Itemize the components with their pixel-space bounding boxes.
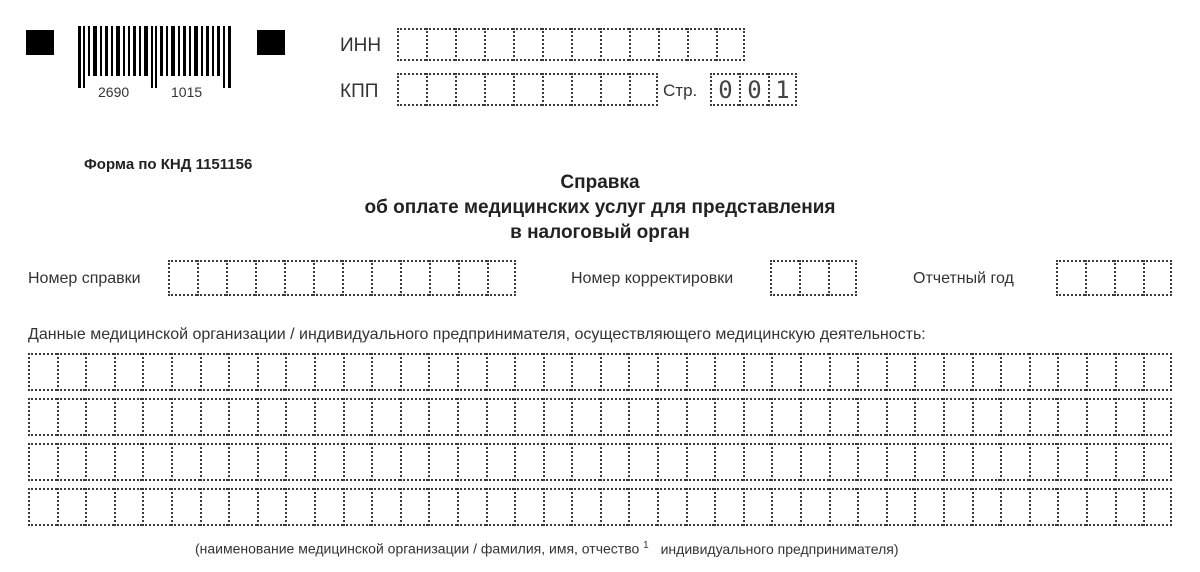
input-cell[interactable] bbox=[85, 488, 114, 526]
input-cell[interactable] bbox=[457, 488, 486, 526]
input-cell[interactable] bbox=[486, 353, 515, 391]
input-cell[interactable] bbox=[1056, 260, 1085, 296]
report-year-field[interactable] bbox=[1056, 260, 1172, 296]
input-cell[interactable] bbox=[629, 73, 658, 106]
org-name-row-1[interactable] bbox=[28, 353, 1172, 391]
input-cell[interactable] bbox=[228, 488, 257, 526]
caption-main: (наименование медицинской организации / фамилия, имя, отчество bbox=[195, 540, 640, 557]
input-cell[interactable] bbox=[400, 353, 429, 391]
input-cell[interactable] bbox=[543, 398, 572, 436]
input-cell[interactable] bbox=[487, 260, 516, 296]
input-cell[interactable] bbox=[85, 353, 114, 391]
input-cell[interactable] bbox=[342, 260, 371, 296]
input-cell[interactable] bbox=[458, 260, 487, 296]
input-cell[interactable] bbox=[484, 73, 513, 106]
input-cell[interactable] bbox=[428, 353, 457, 391]
alignment-marker-right bbox=[257, 30, 285, 55]
input-cell[interactable] bbox=[226, 260, 255, 296]
input-cell[interactable] bbox=[200, 488, 229, 526]
input-cell[interactable] bbox=[142, 398, 171, 436]
input-cell[interactable] bbox=[486, 488, 515, 526]
input-cell[interactable] bbox=[687, 28, 716, 61]
input-cell[interactable] bbox=[1057, 398, 1086, 436]
correction-number-label: Номер корректировки bbox=[571, 270, 734, 287]
report-year-label: Отчетный год bbox=[913, 270, 1014, 287]
input-cell[interactable] bbox=[1115, 488, 1144, 526]
input-cell[interactable] bbox=[197, 260, 226, 296]
input-cell[interactable] bbox=[400, 260, 429, 296]
input-cell[interactable] bbox=[28, 353, 57, 391]
input-cell[interactable] bbox=[486, 443, 515, 481]
input-cell[interactable] bbox=[114, 488, 143, 526]
input-cell[interactable] bbox=[600, 73, 629, 106]
input-cell[interactable] bbox=[657, 353, 686, 391]
org-name-row-2[interactable] bbox=[28, 398, 1172, 436]
input-cell[interactable] bbox=[1029, 353, 1058, 391]
input-cell[interactable] bbox=[171, 488, 200, 526]
input-cell[interactable] bbox=[914, 398, 943, 436]
input-cell[interactable] bbox=[972, 488, 1001, 526]
input-cell[interactable] bbox=[114, 443, 143, 481]
input-cell[interactable] bbox=[1057, 488, 1086, 526]
input-cell[interactable] bbox=[1086, 488, 1115, 526]
input-cell[interactable] bbox=[857, 488, 886, 526]
input-cell[interactable] bbox=[1143, 398, 1172, 436]
input-cell[interactable] bbox=[828, 260, 857, 296]
input-cell[interactable] bbox=[800, 398, 829, 436]
input-cell[interactable] bbox=[628, 488, 657, 526]
input-cell[interactable] bbox=[628, 443, 657, 481]
input-cell[interactable] bbox=[886, 398, 915, 436]
input-cell[interactable] bbox=[743, 488, 772, 526]
input-cell[interactable] bbox=[85, 443, 114, 481]
input-cell[interactable] bbox=[455, 73, 484, 106]
input-cell[interactable] bbox=[313, 260, 342, 296]
input-cell[interactable] bbox=[57, 443, 86, 481]
input-cell[interactable] bbox=[600, 398, 629, 436]
input-cell[interactable] bbox=[371, 398, 400, 436]
input-cell[interactable] bbox=[571, 443, 600, 481]
input-cell[interactable] bbox=[228, 443, 257, 481]
input-cell[interactable] bbox=[114, 353, 143, 391]
input-cell[interactable] bbox=[658, 28, 687, 61]
input-cell[interactable] bbox=[771, 353, 800, 391]
input-cell[interactable] bbox=[972, 398, 1001, 436]
input-cell[interactable] bbox=[457, 398, 486, 436]
input-cell[interactable] bbox=[716, 28, 745, 61]
input-cell[interactable] bbox=[799, 260, 828, 296]
input-cell[interactable] bbox=[1000, 398, 1029, 436]
input-cell[interactable] bbox=[800, 353, 829, 391]
inn-label: ИНН bbox=[340, 35, 382, 56]
page-label: Стр. bbox=[663, 81, 698, 100]
input-cell[interactable] bbox=[171, 398, 200, 436]
input-cell[interactable] bbox=[314, 443, 343, 481]
input-cell[interactable] bbox=[571, 73, 600, 106]
input-cell[interactable] bbox=[829, 443, 858, 481]
input-cell[interactable] bbox=[1000, 353, 1029, 391]
input-cell[interactable] bbox=[257, 488, 286, 526]
input-cell[interactable] bbox=[600, 28, 629, 61]
input-cell[interactable] bbox=[428, 443, 457, 481]
input-cell[interactable] bbox=[57, 488, 86, 526]
input-cell[interactable] bbox=[1029, 488, 1058, 526]
input-cell[interactable] bbox=[770, 260, 799, 296]
input-cell[interactable] bbox=[972, 353, 1001, 391]
input-cell[interactable] bbox=[171, 443, 200, 481]
input-cell[interactable] bbox=[142, 443, 171, 481]
input-cell[interactable] bbox=[600, 443, 629, 481]
input-cell[interactable] bbox=[714, 353, 743, 391]
org-section-heading: Данные медицинской организации / индивидуального предпринимателя, осуществляющего медицинскую деятельность: bbox=[28, 326, 926, 343]
input-cell[interactable] bbox=[455, 28, 484, 61]
input-cell[interactable] bbox=[397, 73, 426, 106]
input-cell[interactable] bbox=[513, 28, 542, 61]
input-cell[interactable] bbox=[829, 398, 858, 436]
input-cell[interactable] bbox=[457, 353, 486, 391]
input-cell[interactable] bbox=[771, 398, 800, 436]
document-title: Справка bbox=[560, 172, 640, 193]
input-cell[interactable] bbox=[285, 398, 314, 436]
input-cell[interactable] bbox=[657, 398, 686, 436]
input-cell[interactable] bbox=[571, 353, 600, 391]
page-digit: 1 bbox=[768, 73, 797, 106]
input-cell[interactable] bbox=[285, 443, 314, 481]
page-digit: 0 bbox=[710, 73, 739, 106]
input-cell[interactable] bbox=[1143, 260, 1172, 296]
input-cell[interactable] bbox=[1086, 443, 1115, 481]
input-cell[interactable] bbox=[542, 73, 571, 106]
input-cell[interactable] bbox=[514, 353, 543, 391]
barcode-number-left: 2690 bbox=[98, 84, 130, 100]
input-cell[interactable] bbox=[428, 488, 457, 526]
input-cell[interactable] bbox=[829, 488, 858, 526]
input-cell[interactable] bbox=[571, 488, 600, 526]
input-cell[interactable] bbox=[343, 353, 372, 391]
input-cell[interactable] bbox=[200, 398, 229, 436]
input-cell[interactable] bbox=[457, 443, 486, 481]
org-name-row-3[interactable] bbox=[28, 443, 1172, 481]
caption-footnote-mark: 1 bbox=[643, 540, 649, 551]
correction-number-field[interactable] bbox=[770, 260, 857, 296]
input-cell[interactable] bbox=[114, 398, 143, 436]
input-cell[interactable] bbox=[257, 443, 286, 481]
input-cell[interactable] bbox=[771, 443, 800, 481]
input-cell[interactable] bbox=[85, 398, 114, 436]
input-cell[interactable] bbox=[657, 443, 686, 481]
input-cell[interactable] bbox=[28, 488, 57, 526]
input-cell[interactable] bbox=[1086, 398, 1115, 436]
org-section-caption bbox=[195, 540, 899, 557]
input-cell[interactable] bbox=[543, 353, 572, 391]
input-cell[interactable] bbox=[57, 398, 86, 436]
input-cell[interactable] bbox=[1114, 260, 1143, 296]
input-cell[interactable] bbox=[400, 488, 429, 526]
input-cell[interactable] bbox=[142, 353, 171, 391]
input-cell[interactable] bbox=[397, 28, 426, 61]
input-cell[interactable] bbox=[1057, 443, 1086, 481]
input-cell[interactable] bbox=[743, 398, 772, 436]
input-cell[interactable] bbox=[857, 353, 886, 391]
input-cell[interactable] bbox=[314, 353, 343, 391]
input-cell[interactable] bbox=[829, 353, 858, 391]
input-cell[interactable] bbox=[28, 443, 57, 481]
input-cell[interactable] bbox=[686, 488, 715, 526]
input-cell[interactable] bbox=[1115, 443, 1144, 481]
page-number-field[interactable] bbox=[710, 73, 797, 106]
input-cell[interactable] bbox=[1143, 488, 1172, 526]
input-cell[interactable] bbox=[1000, 488, 1029, 526]
input-cell[interactable] bbox=[600, 488, 629, 526]
input-cell[interactable] bbox=[1143, 443, 1172, 481]
input-cell[interactable] bbox=[857, 398, 886, 436]
input-cell[interactable] bbox=[542, 28, 571, 61]
input-cell[interactable] bbox=[943, 443, 972, 481]
alignment-marker-left bbox=[26, 30, 54, 55]
input-cell[interactable] bbox=[514, 443, 543, 481]
input-cell[interactable] bbox=[484, 28, 513, 61]
input-cell[interactable] bbox=[943, 398, 972, 436]
input-cell[interactable] bbox=[714, 443, 743, 481]
input-cell[interactable] bbox=[1000, 443, 1029, 481]
inn-field[interactable] bbox=[397, 28, 745, 61]
input-cell[interactable] bbox=[343, 443, 372, 481]
input-cell[interactable] bbox=[543, 443, 572, 481]
input-cell[interactable] bbox=[800, 443, 829, 481]
input-cell[interactable] bbox=[285, 488, 314, 526]
input-cell[interactable] bbox=[168, 260, 197, 296]
input-cell[interactable] bbox=[514, 398, 543, 436]
input-cell[interactable] bbox=[200, 443, 229, 481]
input-cell[interactable] bbox=[371, 353, 400, 391]
input-cell[interactable] bbox=[1029, 398, 1058, 436]
input-cell[interactable] bbox=[886, 443, 915, 481]
input-cell[interactable] bbox=[228, 353, 257, 391]
input-cell[interactable] bbox=[1057, 353, 1086, 391]
input-cell[interactable] bbox=[57, 353, 86, 391]
input-cell[interactable] bbox=[914, 488, 943, 526]
input-cell[interactable] bbox=[1085, 260, 1114, 296]
input-cell[interactable] bbox=[628, 398, 657, 436]
input-cell[interactable] bbox=[426, 73, 455, 106]
input-cell[interactable] bbox=[600, 353, 629, 391]
input-cell[interactable] bbox=[426, 28, 455, 61]
kpp-field[interactable] bbox=[397, 73, 658, 106]
input-cell[interactable] bbox=[1115, 353, 1144, 391]
document-title-line2: об оплате медицинских услуг для представления bbox=[364, 197, 836, 218]
input-cell[interactable] bbox=[743, 443, 772, 481]
input-cell[interactable] bbox=[1086, 353, 1115, 391]
org-name-row-4[interactable] bbox=[28, 488, 1172, 526]
input-cell[interactable] bbox=[800, 488, 829, 526]
input-cell[interactable] bbox=[714, 488, 743, 526]
certificate-number-label: Номер справки bbox=[28, 270, 141, 287]
input-cell[interactable] bbox=[371, 443, 400, 481]
input-cell[interactable] bbox=[857, 443, 886, 481]
input-cell[interactable] bbox=[686, 353, 715, 391]
input-cell[interactable] bbox=[428, 398, 457, 436]
input-cell[interactable] bbox=[371, 260, 400, 296]
input-cell[interactable] bbox=[486, 398, 515, 436]
input-cell[interactable] bbox=[28, 398, 57, 436]
input-cell[interactable] bbox=[686, 398, 715, 436]
input-cell[interactable] bbox=[1029, 443, 1058, 481]
kpp-label: КПП bbox=[340, 81, 379, 102]
input-cell[interactable] bbox=[657, 488, 686, 526]
input-cell[interactable] bbox=[629, 28, 658, 61]
input-cell[interactable] bbox=[314, 398, 343, 436]
input-cell[interactable] bbox=[228, 398, 257, 436]
input-cell[interactable] bbox=[686, 443, 715, 481]
document-title-line3: в налоговый орган bbox=[510, 222, 690, 243]
input-cell[interactable] bbox=[371, 488, 400, 526]
input-cell[interactable] bbox=[943, 488, 972, 526]
input-cell[interactable] bbox=[886, 353, 915, 391]
input-cell[interactable] bbox=[400, 443, 429, 481]
input-cell[interactable] bbox=[142, 488, 171, 526]
input-cell[interactable] bbox=[429, 260, 458, 296]
input-cell[interactable] bbox=[400, 398, 429, 436]
page-digit: 0 bbox=[739, 73, 768, 106]
input-cell[interactable] bbox=[513, 73, 542, 106]
input-cell[interactable] bbox=[714, 398, 743, 436]
input-cell[interactable] bbox=[343, 398, 372, 436]
input-cell[interactable] bbox=[743, 353, 772, 391]
input-cell[interactable] bbox=[972, 443, 1001, 481]
input-cell[interactable] bbox=[284, 260, 313, 296]
input-cell[interactable] bbox=[200, 353, 229, 391]
input-cell[interactable] bbox=[628, 353, 657, 391]
input-cell[interactable] bbox=[914, 443, 943, 481]
input-cell[interactable] bbox=[914, 353, 943, 391]
input-cell[interactable] bbox=[571, 398, 600, 436]
input-cell[interactable] bbox=[285, 353, 314, 391]
input-cell[interactable] bbox=[571, 28, 600, 61]
input-cell[interactable] bbox=[543, 488, 572, 526]
input-cell[interactable] bbox=[171, 353, 200, 391]
barcode-icon bbox=[78, 26, 232, 88]
caption-tail: индивидуального предпринимателя) bbox=[660, 540, 899, 557]
form-code: Форма по КНД 1151156 bbox=[84, 156, 253, 173]
barcode-number-right: 1015 bbox=[171, 84, 203, 100]
input-cell[interactable] bbox=[771, 488, 800, 526]
input-cell[interactable] bbox=[343, 488, 372, 526]
input-cell[interactable] bbox=[1115, 398, 1144, 436]
input-cell[interactable] bbox=[314, 488, 343, 526]
input-cell[interactable] bbox=[886, 488, 915, 526]
input-cell[interactable] bbox=[255, 260, 284, 296]
input-cell[interactable] bbox=[257, 398, 286, 436]
input-cell[interactable] bbox=[943, 353, 972, 391]
input-cell[interactable] bbox=[514, 488, 543, 526]
certificate-number-field[interactable] bbox=[168, 260, 516, 296]
input-cell[interactable] bbox=[257, 353, 286, 391]
input-cell[interactable] bbox=[1143, 353, 1172, 391]
